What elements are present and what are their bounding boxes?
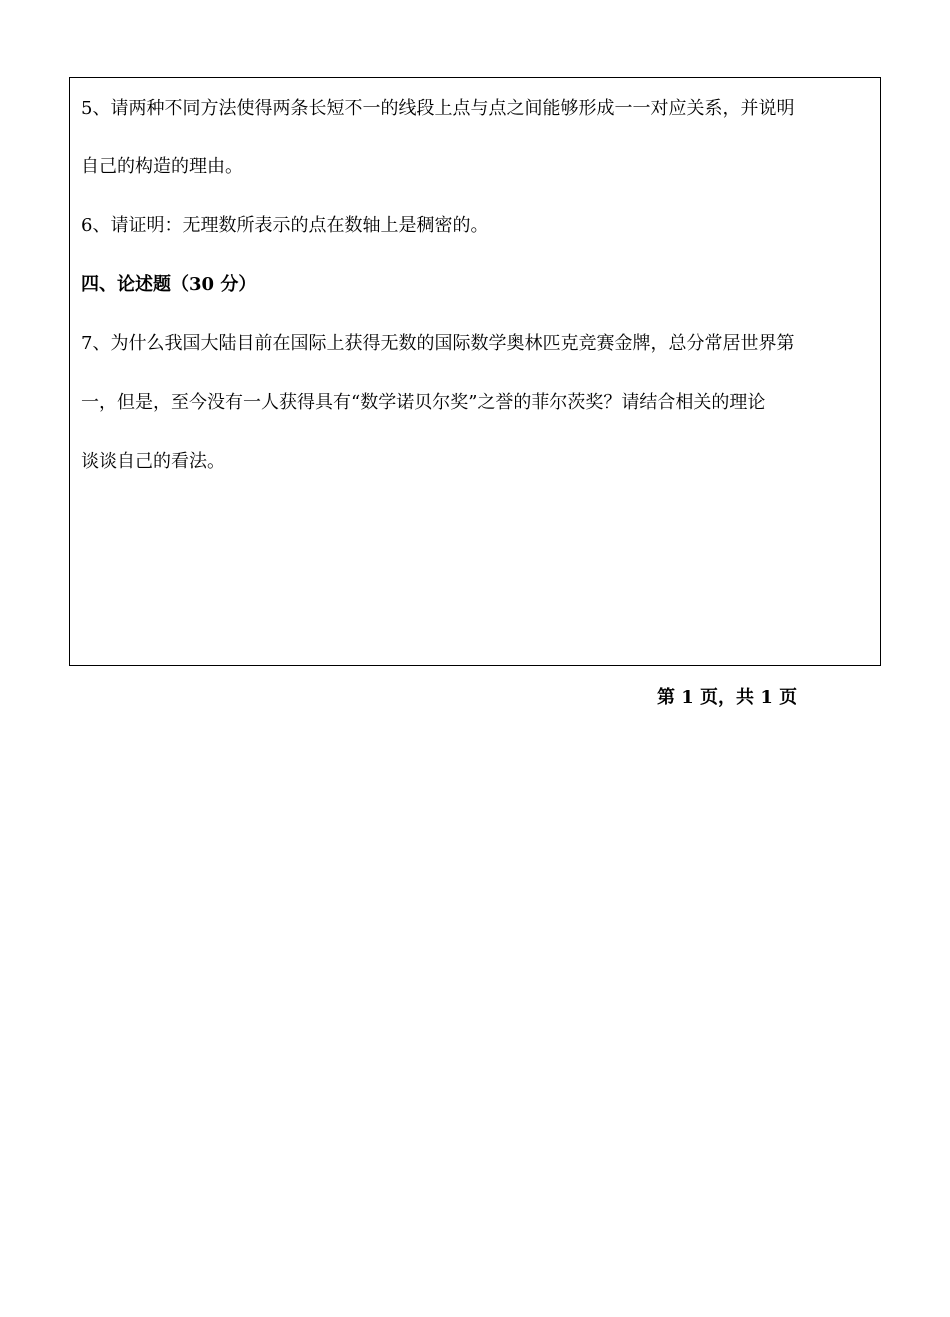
question-7-line-3: 谈谈自己的看法。	[81, 451, 225, 472]
section-4-heading: 四、论述题（30 分）	[81, 274, 257, 295]
question-5-line-1: 5、请两种不同方法使得两条长短不一的线段上点与点之间能够形成一一对应关系，并说明	[81, 98, 795, 119]
question-6: 6、请证明：无理数所表示的点在数轴上是稠密的。	[81, 215, 489, 236]
question-7-line-1: 7、为什么我国大陆目前在国际上获得无数的国际数学奥林匹克竞赛金牌，总分常居世界第	[81, 333, 795, 354]
question-7-line-2: 一，但是，至今没有一人获得具有“数学诺贝尔奖”之誉的菲尔茨奖？请结合相关的理论	[81, 392, 766, 413]
question-5-line-2: 自己的构造的理由。	[81, 156, 243, 177]
exam-answer-box	[69, 77, 881, 666]
page-number: 第 1 页，共 1 页	[657, 687, 798, 708]
